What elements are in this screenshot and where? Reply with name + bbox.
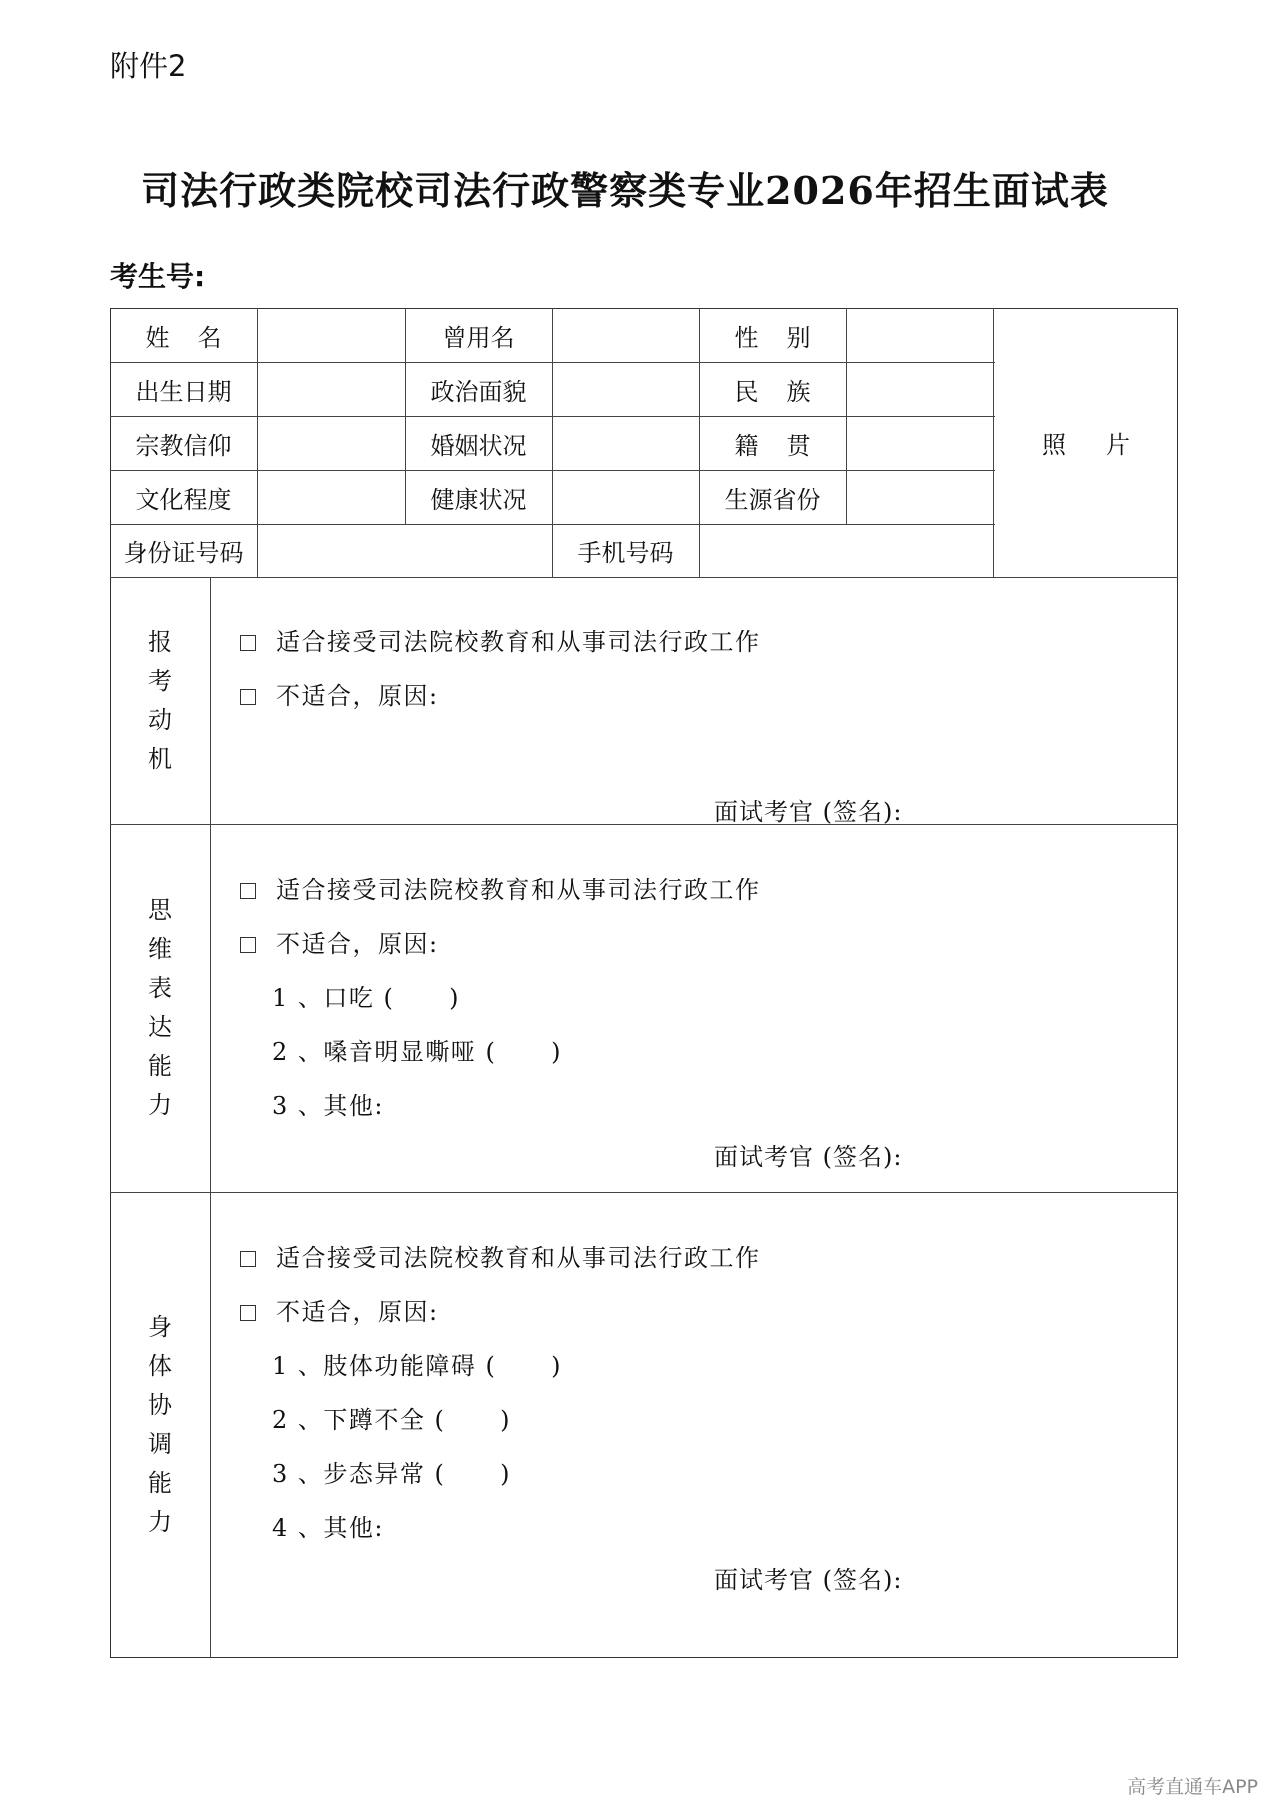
expression-suitable-option[interactable] — [240, 870, 761, 905]
app-watermark: 高考直通车APP — [1127, 1776, 1258, 1798]
label-char: 能 — [148, 1052, 172, 1080]
education-label: 文化程度 — [135, 485, 232, 514]
health-status-label: 健康状况 — [430, 485, 527, 514]
checkbox[interactable] — [240, 937, 256, 953]
id-number-label: 身份证号码 — [123, 539, 244, 567]
label-char: 调 — [148, 1430, 172, 1458]
marital-status-label: 婚姻状况 — [430, 431, 527, 460]
id-number-field[interactable] — [258, 524, 552, 577]
option-text: 适合接受司法院校教育和从事司法行政工作 — [276, 628, 761, 656]
label-char: 机 — [148, 744, 172, 773]
grid-line — [110, 1192, 1178, 1193]
option-text: 适合接受司法院校教育和从事司法行政工作 — [276, 876, 761, 904]
label-char: 维 — [148, 935, 172, 963]
political-status-label: 政治面貌 — [430, 377, 527, 406]
label-char: 能 — [148, 1469, 172, 1497]
coordination-suitable-option[interactable] — [240, 1238, 761, 1273]
expression-reason-3: 3 、其他: — [272, 1092, 384, 1120]
name-label: 姓名 — [145, 323, 250, 352]
religion-label: 宗教信仰 — [135, 431, 232, 460]
label-char: 达 — [148, 1013, 172, 1041]
exam-number-label: 考生号: — [110, 260, 206, 293]
label-char: 协 — [148, 1391, 172, 1419]
expression-examiner-signature: 面试考官 (签名): — [714, 1143, 903, 1171]
education-field[interactable] — [258, 470, 405, 524]
label-char: 报 — [148, 627, 172, 656]
motivation-suitable-option[interactable] — [240, 622, 761, 657]
label-char: 力 — [148, 1508, 172, 1536]
option-text: 不适合，原因: — [276, 930, 439, 958]
native-place-label: 籍贯 — [734, 431, 839, 460]
option-text: 不适合，原因: — [276, 682, 439, 710]
expression-label — [110, 824, 210, 1192]
native-place-field[interactable] — [847, 416, 993, 470]
label-char: 体 — [148, 1352, 172, 1380]
political-status-field[interactable] — [553, 362, 699, 416]
coordination-examiner-signature: 面试考官 (签名): — [714, 1566, 903, 1594]
label-char: 表 — [148, 974, 172, 1002]
option-text: 不适合，原因: — [276, 1298, 439, 1326]
source-province-label: 生源省份 — [724, 485, 821, 514]
gender-label: 性别 — [734, 323, 839, 352]
coordination-reason-2: 2 、下蹲不全 ( ) — [272, 1406, 512, 1434]
former-name-field[interactable] — [553, 308, 699, 362]
attachment-label: 附件2 — [110, 49, 187, 83]
motivation-label — [110, 577, 210, 824]
marital-status-field[interactable] — [553, 416, 699, 470]
coordination-reason-3: 3 、步态异常 ( ) — [272, 1460, 512, 1488]
former-name-label: 曾用名 — [442, 323, 515, 352]
label-char: 动 — [148, 705, 172, 734]
gender-field[interactable] — [847, 308, 993, 362]
checkbox[interactable] — [240, 883, 256, 899]
label-char: 思 — [148, 896, 172, 924]
form-title: 司法行政类院校司法行政警察类专业2026年招生面试表 — [141, 168, 1109, 213]
coordination-unsuitable-option[interactable] — [240, 1292, 439, 1327]
expression-unsuitable-option[interactable] — [240, 924, 439, 959]
option-text: 适合接受司法院校教育和从事司法行政工作 — [276, 1244, 761, 1272]
coordination-reason-1: 1 、肢体功能障碍 ( ) — [272, 1352, 563, 1380]
motivation-unsuitable-option[interactable] — [240, 676, 439, 711]
health-status-field[interactable] — [553, 470, 699, 524]
source-province-field[interactable] — [847, 470, 993, 524]
label-char: 力 — [148, 1091, 172, 1119]
checkbox[interactable] — [240, 689, 256, 705]
checkbox[interactable] — [240, 1251, 256, 1267]
ethnicity-label: 民族 — [734, 377, 839, 406]
checkbox[interactable] — [240, 635, 256, 651]
grid-line — [210, 577, 211, 1658]
motivation-examiner-signature: 面试考官 (签名): — [714, 798, 903, 826]
photo-area[interactable]: 照片 — [1042, 431, 1170, 459]
birth-date-label: 出生日期 — [135, 377, 232, 406]
ethnicity-field[interactable] — [847, 362, 993, 416]
name-field[interactable] — [258, 308, 405, 362]
coordination-label — [110, 1192, 210, 1658]
phone-number-field[interactable] — [700, 524, 993, 577]
expression-reason-1: 1 、口吃 ( ) — [272, 984, 461, 1012]
expression-reason-2: 2 、嗓音明显嘶哑 ( ) — [272, 1038, 563, 1066]
label-char: 身 — [148, 1313, 172, 1341]
grid-line — [110, 824, 1178, 825]
phone-number-label: 手机号码 — [577, 539, 674, 567]
birth-date-field[interactable] — [258, 362, 405, 416]
label-char: 考 — [148, 666, 172, 695]
grid-line — [110, 577, 1178, 578]
checkbox[interactable] — [240, 1305, 256, 1321]
coordination-reason-4: 4 、其他: — [272, 1514, 384, 1542]
religion-field[interactable] — [258, 416, 405, 470]
